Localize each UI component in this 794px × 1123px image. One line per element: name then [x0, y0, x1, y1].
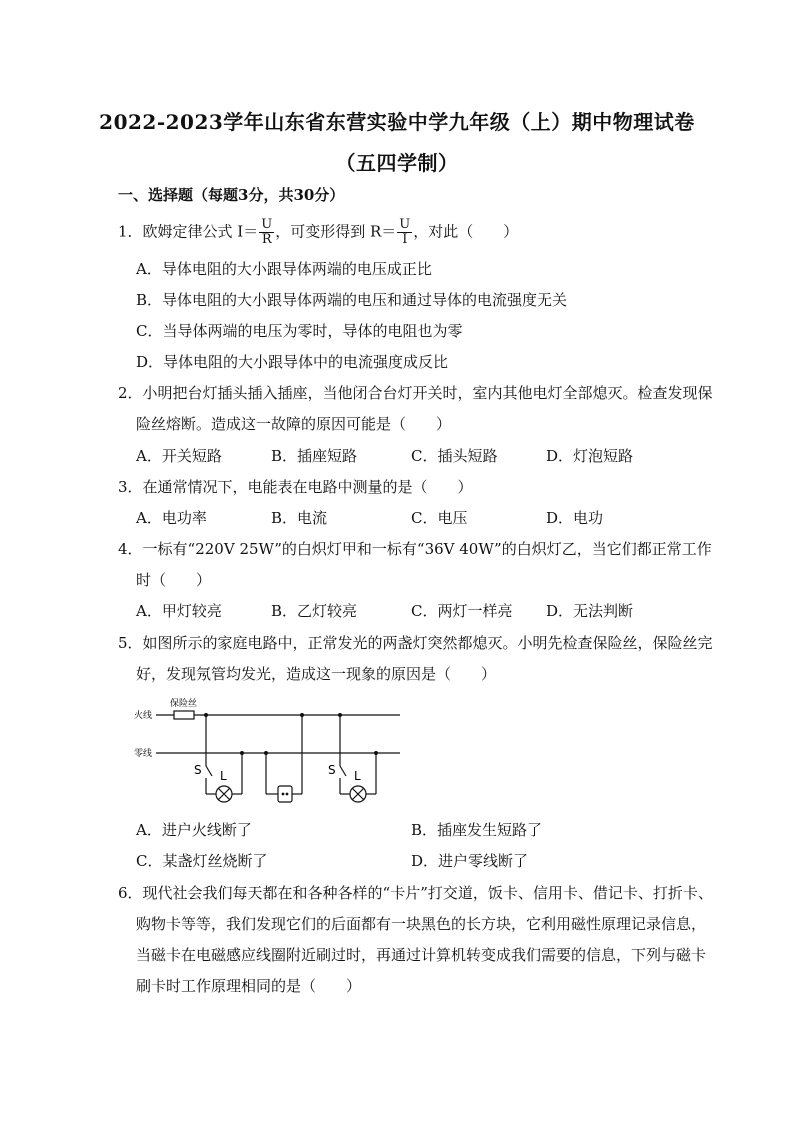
- fraction-u-over-i: $\frac{U}{I}$: [399, 217, 411, 247]
- question-5-option-c: C．某盏灯丝烧断了: [136, 852, 268, 870]
- question-4-stem-cont: 时（ ）: [136, 571, 212, 589]
- question-2-option-d: D．灯泡短路: [546, 447, 634, 465]
- question-6-stem-cont-2: 当磁卡在电磁感应线圈附近刷过时，再通过计算机转变成我们需要的信息，下列与磁卡: [136, 946, 707, 964]
- question-5-option-b: B．插座发生短路了: [411, 821, 543, 839]
- question-3-option-a: A．电功率: [136, 509, 207, 527]
- section-heading: 一、选择题（每题3分，共30分）: [118, 186, 345, 204]
- question-1-option-d: D．导体电阻的大小跟导体中的电流强度成反比: [136, 353, 449, 371]
- fuse-icon: [174, 711, 194, 719]
- question-4-stem: 4．一标有“220V 25W”的白炽灯甲和一标有“36V 40W”的白炽灯乙，当它们都正常工作: [118, 540, 712, 558]
- question-3-stem: 3．在通常情况下，电能表在电路中测量的是（ ）: [118, 478, 473, 496]
- question-4-option-a: A．甲灯较亮: [136, 602, 222, 620]
- question-4-option-d: D．无法判断: [546, 602, 634, 620]
- household-circuit-diagram: [134, 694, 404, 812]
- question-5-option-a: A．进户火线断了: [136, 821, 252, 839]
- live-wire-label: 火线: [134, 711, 153, 721]
- socket-icon: [278, 786, 292, 802]
- question-6-stem-cont-1: 购物卡等等，我们发现它们的后面都有一块黑色的长方块，它利用磁性原理记录信息，: [136, 915, 707, 933]
- exam-title: 2022-2023学年山东省东营实验中学九年级（上）期中物理试卷: [99, 110, 695, 134]
- question-5-stem: 5．如图所示的家庭电路中，正常发光的两盏灯突然都熄灭。小明先检查保险丝，保险丝完: [118, 634, 713, 652]
- neutral-wire-label: 零线: [134, 749, 153, 759]
- lamp-label-2: L: [354, 769, 361, 783]
- question-2-stem-cont: 险丝熔断。造成这一故障的原因可能是（ ）: [136, 415, 452, 433]
- question-5-stem-cont: 好，发现氖管均发光，造成这一现象的原因是（ ）: [136, 665, 497, 683]
- question-2-stem: 2．小明把台灯插头插入插座，当他闭合台灯开关时，室内其他电灯全部熄灭。检查发现保: [118, 384, 713, 402]
- question-1-stem: 1．欧姆定律公式 I＝ $\frac{U}{R}$ ，可变形得到 R＝ $\frac{U}{I}$ ，对此（ ）: [118, 217, 519, 247]
- fraction-u-over-r: $\frac{U}{R}$: [261, 217, 273, 247]
- question-6-stem-cont-3: 刷卡时工作原理相同的是（ ）: [136, 977, 362, 995]
- question-3-option-d: D．电功: [546, 509, 604, 527]
- question-5-option-d: D．进户零线断了: [411, 852, 529, 870]
- lamp-label-1: L: [220, 769, 227, 783]
- fuse-label: 保险丝: [170, 699, 198, 709]
- question-6-stem: 6．现代社会我们每天都在和各种各样的“卡片”打交道，饭卡、信用卡、借记卡、打折卡、: [118, 884, 713, 902]
- question-2-option-c: C．插头短路: [411, 447, 498, 465]
- question-1-option-a: A．导体电阻的大小跟导体两端的电压成正比: [136, 260, 432, 278]
- question-2-option-a: A．开关短路: [136, 447, 222, 465]
- question-3-option-b: B．电流: [271, 509, 328, 527]
- question-2-option-b: B．插座短路: [271, 447, 358, 465]
- question-3-option-c: C．电压: [411, 509, 468, 527]
- switch-label-2: S: [328, 763, 336, 777]
- switch-label-1: S: [194, 763, 202, 777]
- question-1-option-b: B．导体电阻的大小跟导体两端的电压和通过导体的电流强度无关: [136, 291, 568, 309]
- question-1-option-c: C．当导体两端的电压为零时，导体的电阻也为零: [136, 322, 463, 340]
- question-4-option-c: C．两灯一样亮: [411, 602, 513, 620]
- question-4-option-b: B．乙灯较亮: [271, 602, 358, 620]
- exam-subtitle: （五四学制）: [335, 151, 459, 175]
